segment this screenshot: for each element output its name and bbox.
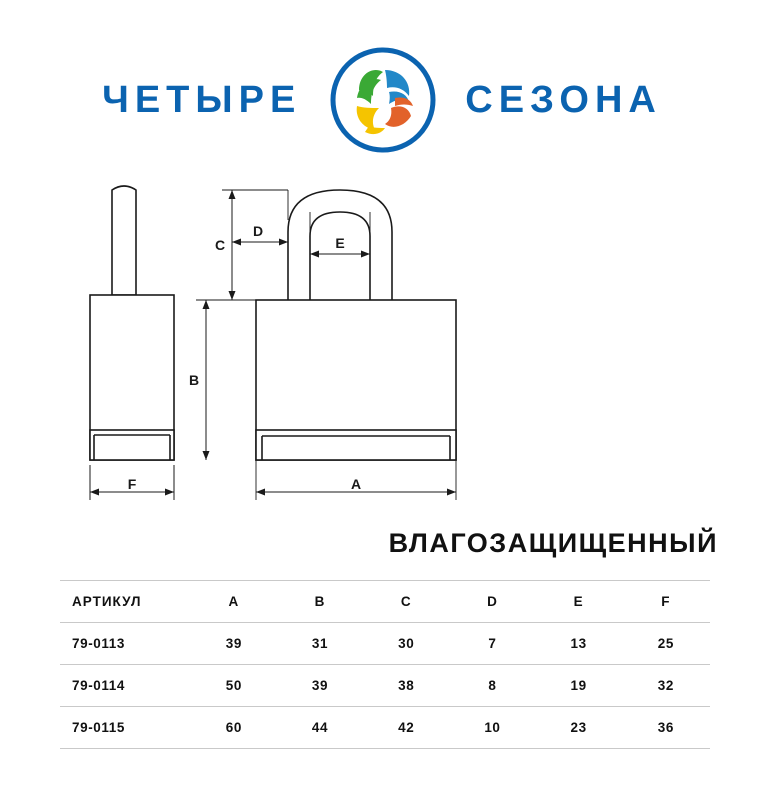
- table-row: [60, 665, 710, 707]
- cell-article: 79-0113: [60, 623, 191, 665]
- cell-e: 19: [536, 665, 622, 707]
- table-header-a: A: [191, 581, 277, 623]
- cell-a: 60: [191, 707, 277, 749]
- dimension-label-c: C: [214, 237, 226, 253]
- dimension-label-e: E: [335, 235, 345, 251]
- cell-f: 32: [622, 665, 710, 707]
- cell-c: 38: [363, 665, 449, 707]
- cell-b: 39: [277, 665, 363, 707]
- cell-a: 39: [191, 623, 277, 665]
- cell-e: 13: [536, 623, 622, 665]
- cell-f: 36: [622, 707, 710, 749]
- table-header-e: E: [536, 581, 622, 623]
- dimension-label-b: B: [188, 372, 200, 388]
- cell-a: 50: [191, 665, 277, 707]
- dimension-label-f-side: F: [127, 476, 137, 492]
- brand-word-left: ЧЕТЫРЕ: [102, 78, 302, 121]
- table-header-d: D: [449, 581, 535, 623]
- table-row: [60, 707, 710, 749]
- table-header-b: B: [277, 581, 363, 623]
- table-row: [60, 623, 710, 665]
- cell-c: 42: [363, 707, 449, 749]
- cell-c: 30: [363, 623, 449, 665]
- product-title: ВЛАГОЗАЩИЩЕННЫЙ: [388, 528, 718, 558]
- brand-word-right: СЕЗОНА: [465, 78, 662, 121]
- table-header-f: F: [622, 581, 710, 623]
- table-header-row: [60, 581, 710, 623]
- cell-article: 79-0114: [60, 665, 191, 707]
- specification-table: [60, 580, 710, 749]
- dimension-label-d: D: [252, 223, 264, 239]
- dimension-label-a: A: [350, 476, 362, 492]
- padlock-technical-drawing: [0, 160, 764, 530]
- cell-e: 23: [536, 707, 622, 749]
- table-header-c: C: [363, 581, 449, 623]
- cell-d: 7: [449, 623, 535, 665]
- cell-d: 10: [449, 707, 535, 749]
- four-seasons-circle-logo-icon: [329, 46, 437, 154]
- cell-d: 8: [449, 665, 535, 707]
- cell-article: 79-0115: [60, 707, 191, 749]
- cell-b: 44: [277, 707, 363, 749]
- cell-b: 31: [277, 623, 363, 665]
- brand-header: [0, 40, 764, 160]
- table-header-article: АРТИКУЛ: [60, 581, 191, 623]
- cell-f: 25: [622, 623, 710, 665]
